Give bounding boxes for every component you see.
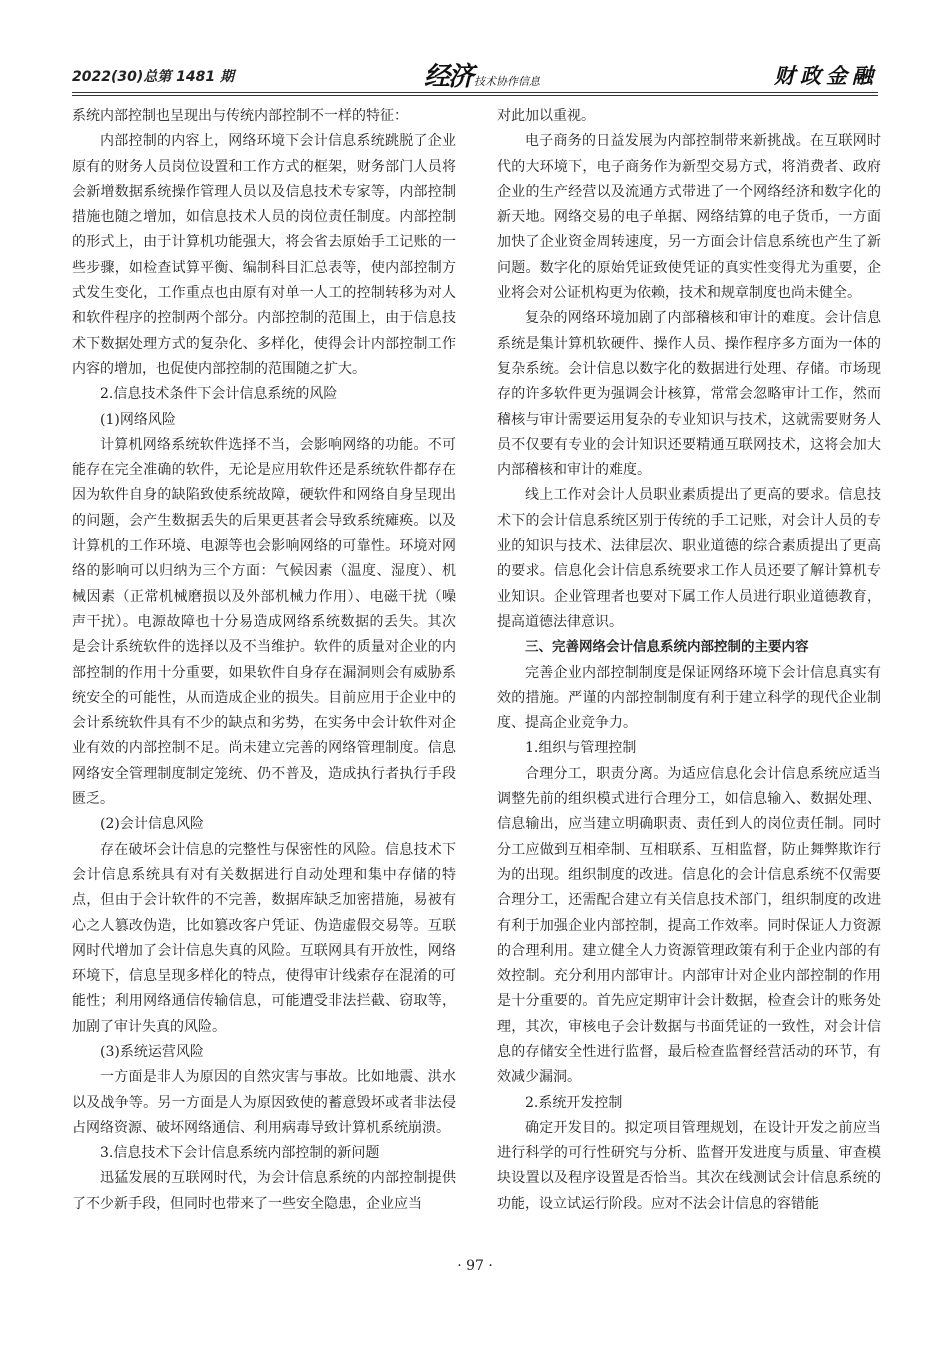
subheading: (1)网络风险 [100,411,176,428]
paragraph: 计算机网络系统软件选择不当，会影响网络的功能。不可能存在完全准确的软件，无论是应用软件还是系统软件都存在因为软件自身的缺陷致使系统故障，硬软件和网络自身呈现出的问题，会产生数据丢失的后果更甚者会导致系统瘫痪。以及计算机的工作环境、电源等也会影响网络的可靠性。环境对网络的影响可以归纳为三个方面：气候因素（温度、湿度）、机械因素（正常机械磨损以及外部机械力作用）、电磁干扰（噪声干扰）。电源故障也十分易造成网络系统数据的丢失。其次是会计系统软件的选择以及不当维护。软件的质量对企业的内部控制的作用十分重要，如果软件自身存在漏洞则会有威胁系统安全的可能性，从而造成企业的损失。目前应用于企业中的会计系统软件具有不少的缺点和劣势，在实务中会计软件对企业有效的内部控制不足。尚未建立完善的网络管理制度。信息网络安全管理制度制定笼统、仍不普及，造成执行者执行手段匮乏。 [72,436,456,808]
page-header [72,60,878,90]
paragraph: 一方面是非人为原因的自然灾害与事故。比如地震、洪水以及战争等。另一方面是人为原因致使的蓄意毁坏或者非法侵占网络资源、破坏网络通信、利用病毒导致计算机系统崩溃。 [72,1069,456,1136]
subheading: 1.组织与管理控制 [525,740,637,757]
subheading: 2.信息技术条件下会计信息系统的风险 [100,386,338,403]
header-rule-top [72,92,878,93]
section-heading: 三、完善网络会计信息系统内部控制的主要内容 [525,639,809,656]
paragraph: 内部控制的内容上，网络环境下会计信息系统跳脱了企业原有的财务人员岗位设置和工作方式的框架，财务部门人员将会新增数据系统操作管理人员以及信息技术专家等，内部控制措施也随之增加，如信息技术人员的岗位责任制度。内部控制的形式上，由于计算机功能强大，将会省去原始手工记账的一些步骤，如检查试算平衡、编制科目汇总表等，使内部控制方式发生变化，工作重点也由原有对单一人工的控制转移为对人和软件程序的控制两个部分。内部控制的范围上，由于信息技术下数据处理方式的复杂化、多样化，使得会计内部控制工作内容的增加，也促使内部控制的范围随之扩大。 [72,133,456,377]
journal-logo [424,56,540,93]
subheading: (2)会计信息风险 [100,816,204,833]
subheading: 2.系统开发控制 [525,1094,623,1111]
paragraph: 存在破坏会计信息的完整性与保密性的风险。信息技术下会计信息系统具有对有关数据进行自动处理和集中存储的特点，但由于会计软件的不完善，数据库缺乏加密措施，易被有心之人篡改伪造，比如篡改客户凭证、伪造虚假交易等。互联网时代增加了会计信息失真的风险。互联网具有开放性，网络环境下，信息呈现多样化的特点，使得审计线索存在混淆的可能性；利用网络通信传输信息，可能遭受非法拦截、窃取等，加剧了审计失真的风险。 [72,841,456,1035]
logo-main-text: 经济 [424,62,473,92]
paragraph: 系统内部控制也呈现出与传统内部控制不一样的特征： [72,108,408,124]
left-column [72,104,456,1217]
paragraph: 线上工作对会计人员职业素质提出了更高的要求。信息技术下的会计信息系统区别于传统的手工记账，对会计人员的专业的知识与技术、法律层次、职业道德的综合素质提出了更高的要求。信息化会计信息系统要求工作人员还要了解计算机专业知识。企业管理者也要对下属工作人员进行职业道德教育，提高道德法律意识。 [497,487,881,630]
issue-label: 2022(30)总第 1481 期 [72,69,234,85]
right-column [497,104,881,1217]
section-title: 财政金融 [774,63,878,88]
page-number: · 97 · [457,1258,493,1274]
subheading: (3)系统运营风险 [100,1043,204,1060]
paragraph: 合理分工，职责分离。为适应信息化会计信息系统应适当调整先前的组织模式进行合理分工，如信息输入、数据处理、信息输出，应当建立明确职责、责任到人的岗位责任制。同时分工应做到互相牵制、互相联系、互相监督，防止舞弊欺诈行为的出现。组织制度的改进。信息化的会计信息系统不仅需要合理分工，还需配合建立有关信息技术部门，组织制度的改进有利于加强企业内部控制，提高工作效率。同时保证人力资源的合理利用。建立健全人力资源管理政策有利于企业内部的有效控制。充分利用内部审计。内部审计对企业内部控制的作用是十分重要的。首先应定期审计会计数据，检查会计的账务处理，其次，审核电子会计数据与书面凭证的一致性，对会计信息的存储安全性进行监督，最后检查监督经营活动的环节，有效减少漏洞。 [497,765,881,1086]
paragraph: 电子商务的日益发展为内部控制带来新挑战。在互联网时代的大环境下，电子商务作为新型交易方式，将消费者、政府企业的生产经营以及流通方式带进了一个网络经济和数字化的新天地。网络交易的电子单据、网络结算的电子货币，一方面加快了企业资金周转速度，另一方面会计信息系统也产生了新问题。数字化的原始凭证致使凭证的真实性变得尤为重要，企业将会对公证机构更为依赖，技术和规章制度也尚未健全。 [497,133,881,302]
paragraph: 迅猛发展的互联网时代，为会计信息系统的内部控制提供了不少新手段，但同时也带来了一些安全隐患，企业应当 [72,1170,456,1212]
paragraph: 完善企业内部控制制度是保证网络环境下会计信息真实有效的措施。严谨的内部控制制度有利于建立科学的现代企业制度、提高企业竞争力。 [497,664,881,732]
subheading: 3.信息技术下会计信息系统内部控制的新问题 [100,1145,380,1162]
paragraph: 对此加以重视。 [497,108,595,124]
paragraph: 复杂的网络环境加剧了内部稽核和审计的难度。会计信息系统是集计算机软硬件、操作人员、操作程序多方面为一体的复杂系统。会计信息以数字化的数据进行处理、存储。市场现存的许多软件更为强调会计核算，常常会忽略审计工作，然而稽核与审计需要运用复杂的专业知识与技术，这就需要财务人员不仅要有专业的会计知识还要精通互联网技术，这将会加大内部稽核和审计的难度。 [497,310,881,479]
header-rule-bottom [72,95,878,96]
paragraph: 确定开发目的。拟定项目管理规划，在设计开发之前应当进行科学的可行性研究与分析、监督开发进度与质量、审查模块设置以及程序设置是否恰当。其次在线测试会计信息系统的功能，设立试运行阶段。应对不法会计信息的容错能 [497,1119,881,1212]
logo-sub-text: 技术协作信息 [474,75,541,88]
